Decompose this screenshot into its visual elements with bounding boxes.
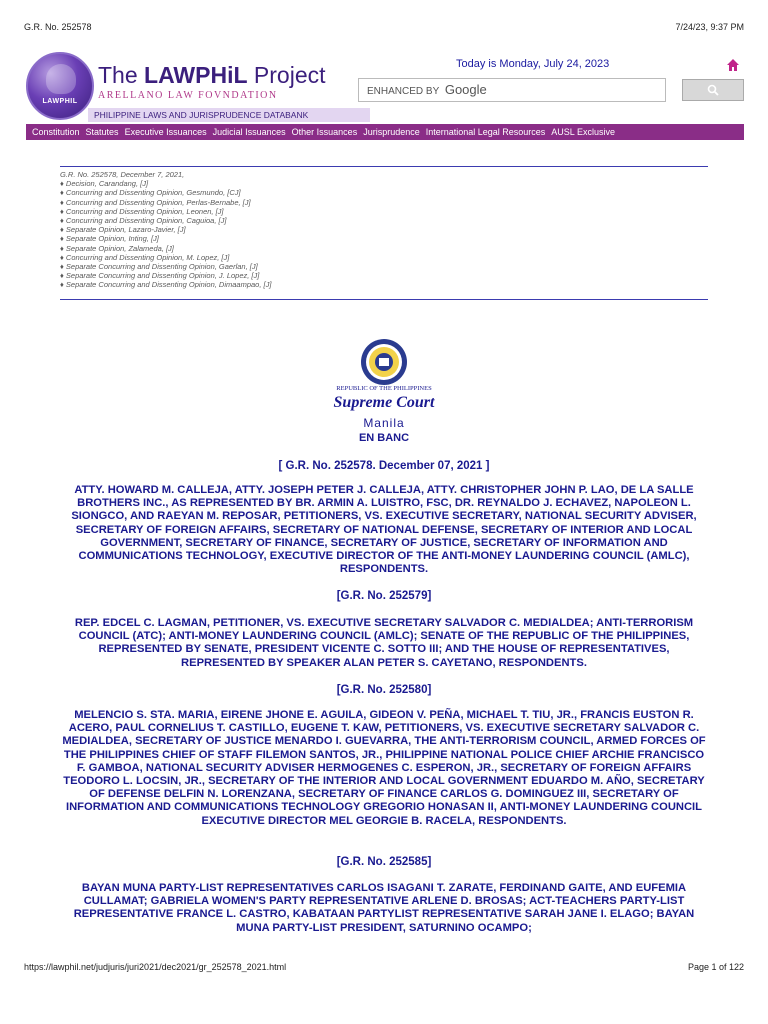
nav-other-issuances[interactable]: Other Issuances xyxy=(291,127,358,137)
case-parties-3: MELENCIO S. STA. MARIA, EIRENE JHONE E. AGUILA, GIDEON V. PEÑA, MICHAEL T. TIU, JR., FRANCIS EUSTON R. ACERO, PAUL CORNELIUS T. CASTILLO, EUGENE T. KAW, PETITIONERS, VS. EXECUTIVE SECRETARY SALVADOR C. MEDIALDEA, SECRETARY OF JUSTICE MENARDO I. GUEVARRA, THE ANTI-TERRORISM COUNCIL, ARMED FORCES OF THE PHILIPPINES CHIEF OF STAFF FILEMON SANTOS, JR., PHILIPPINE NATIONAL POLICE CHIEF ARCHIE FRANCISCO F. GAMBOA, NATIONAL SECURITY ADVISER HERMOGENES C. ESPERON, JR., SECRETARY OF FOREIGN AFFAIRS TEODORO L. LOCSIN, JR., SECRETARY OF THE INTERIOR AND LOCAL GOVERNMENT EDUARDO M. AÑO, SECRETARY OF DEFENSE DELFIN N. LORENZANA, SECRETARY OF FINANCE CARLOS G. DOMINGUEZ III, SECRETARY OF INFORMATION AND COMMUNICATIONS TECHNOLOGY GREGORIO HONASAN II, ANTI-MONEY LAUNDERING COUNCIL EXECUTIVE DIRECTOR MEL GEORGIE B. RACELA, RESPONDENTS. xyxy=(62,709,706,827)
search-icon xyxy=(707,84,719,96)
nav-statutes[interactable]: Statutes xyxy=(85,127,119,137)
nav-executive-issuances[interactable]: Executive Issuances xyxy=(124,127,207,137)
republic-label: REPUBLIC OF THE PHILIPPINES xyxy=(336,385,432,392)
title-bold: LAWPHiL xyxy=(144,62,248,88)
title-suffix: Project xyxy=(247,62,326,88)
case-parties-2: REP. EDCEL C. LAGMAN, PETITIONER, VS. EXECUTIVE SECRETARY SALVADOR C. MEDIALDEA; ANTI-TERRORISM COUNCIL (ATC); ANTI-MONEY LAUNDERING COUNCIL (AMLC); SENATE OF THE REPUBLIC OF THE PHILIPPINES, REPRESENTED BY SENATE, PRESIDENT VICENTE C. SOTTO III; AND THE HOUSE OF REPRESENTATIVES, REPRESENTED BY SPEAKER ALAN PETER S. CAYETANO, RESPONDENTS. xyxy=(74,617,694,669)
logo-text: LAWPHIL xyxy=(42,98,78,105)
print-datetime: 7/24/23, 9:37 PM xyxy=(675,22,744,32)
print-footer xyxy=(24,962,744,972)
google-brand: Google xyxy=(444,82,487,97)
page-url: https://lawphil.net/judjuris/juri2021/dec2021/gr_252578_2021.html xyxy=(24,962,287,972)
toc-item[interactable]: ♦ Concurring and Dissenting Opinion, M. Lopez, [J] xyxy=(60,252,230,262)
toc-item[interactable]: ♦ Separate Concurring and Dissenting Opinion, J. Lopez, [J] xyxy=(60,271,260,281)
site-subtitle: ARELLANO LAW FOVNDATION xyxy=(98,90,278,101)
toc-item[interactable]: ♦ Concurring and Dissenting Opinion, Gesmundo, [CJ] xyxy=(60,188,241,198)
case-parties-4: BAYAN MUNA PARTY-LIST REPRESENTATIVES CARLOS ISAGANI T. ZARATE, FERDINAND GAITE, AND EUFEMIA CULLAMAT; GABRIELA WOMEN'S PARTY REPRESENTATIVE ARLENE D. BROSAS; ACT-TEACHERS PARTY-LIST REPRESENTATIVE FRANCE L. CASTRO, KABATAAN PARTYLIST REPRESENTATIVE SARAH JANE I. ELAGO; BAYAN MUNA PARTY-LIST PRESIDENT, SATURNINO OCAMPO; xyxy=(73,882,695,934)
nav-jurisprudence[interactable]: Jurisprudence xyxy=(363,127,420,137)
case-number-4: [G.R. No. 252585] xyxy=(336,856,432,868)
nav-judicial-issuances[interactable]: Judicial Issuances xyxy=(212,127,286,137)
toc-item[interactable]: ♦ Separate Concurring and Dissenting Opinion, Gaerlan, [J] xyxy=(60,262,258,272)
search-button[interactable] xyxy=(682,79,744,101)
supreme-court-seal-icon xyxy=(360,338,408,386)
court-division: EN BANC xyxy=(358,432,410,444)
divider-top xyxy=(60,166,708,167)
lawphil-logo[interactable] xyxy=(26,52,94,120)
home-icon[interactable] xyxy=(726,58,740,72)
toc-item[interactable]: ♦ Separate Concurring and Dissenting Opinion, Dimaampao, [J] xyxy=(60,280,272,290)
toc-item[interactable]: ♦ Separate Opinion, Inting, [J] xyxy=(60,234,159,244)
print-header xyxy=(24,22,744,32)
case-number-3: [G.R. No. 252580] xyxy=(336,684,432,696)
nav-international-legal-resources[interactable]: International Legal Resources xyxy=(425,127,546,137)
case-number-2: [G.R. No. 252579] xyxy=(336,590,432,602)
case-number: [ G.R. No. 252578. December 07, 2021 ] xyxy=(278,460,490,472)
divider-bottom xyxy=(60,299,708,300)
page-number: Page 1 of 122 xyxy=(687,962,744,972)
toc-item[interactable]: ♦ Separate Opinion, Lazaro-Javier, [J] xyxy=(60,225,186,235)
main-nav xyxy=(26,124,744,140)
case-parties-1: ATTY. HOWARD M. CALLEJA, ATTY. JOSEPH PETER J. CALLEJA, ATTY. CHRISTOPHER JOHN P. LAO, DE LA SALLE BROTHERS INC., AS REPRESENTED BY BR. ARMIN A. LUISTRO, FSC, DR. REYNALDO J. ECHAVEZ, NAPOLEON L. SIONGCO, AND RAEYAN M. REPOSAR, PETITIONERS, VS. EXECUTIVE SECRETARY, NATIONAL SECURITY ADVISER, SECRETARY OF FOREIGN AFFAIRS, SECRETARY OF NATIONAL DEFENSE, SECRETARY OF INTERIOR AND LOCAL GOVERNMENT, SECRETARY OF FINANCE, SECRETARY OF JUSTICE, SECRETARY OF INFORMATION AND COMMUNICATIONS TECHNOLOGY, EXECUTIVE DIRECTOR OF THE ANTI-MONEY LAUNDERING COUNCIL (AMLC), RESPONDENTS. xyxy=(71,484,697,576)
toc-item[interactable]: ♦ Separate Opinion, Zalameda, [J] xyxy=(60,243,174,253)
nav-constitution[interactable]: Constitution xyxy=(32,127,80,137)
search-input[interactable] xyxy=(358,78,666,102)
print-title: G.R. No. 252578 xyxy=(24,22,92,32)
toc-item[interactable]: ♦ Concurring and Dissenting Opinion, Caguioa, [J] xyxy=(60,216,227,226)
nav-ausl-exclusive[interactable]: AUSL Exclusive xyxy=(551,127,615,137)
court-name: Supreme Court xyxy=(333,394,435,411)
search-prefix: ENHANCED BY xyxy=(367,86,440,97)
court-city: Manila xyxy=(363,416,405,430)
site-title[interactable] xyxy=(98,62,326,89)
opinions-list xyxy=(60,170,271,290)
today-date: Today is Monday, July 24, 2023 xyxy=(456,58,610,70)
toc-item[interactable]: ♦ Concurring and Dissenting Opinion, Leonen, [J] xyxy=(60,206,224,216)
title-prefix: The xyxy=(98,62,145,88)
site-tagline: PHILIPPINE LAWS AND JURISPRUDENCE DATABANK xyxy=(88,108,370,122)
toc-item[interactable]: ♦ Decision, Carandang, [J] xyxy=(60,179,149,189)
site-header xyxy=(26,52,744,124)
toc-item[interactable]: ♦ Concurring and Dissenting Opinion, Perlas-Bernabe, [J] xyxy=(60,197,251,207)
logo-figure-icon xyxy=(46,64,76,94)
toc-header: G.R. No. 252578, December 7, 2021, xyxy=(60,170,185,179)
